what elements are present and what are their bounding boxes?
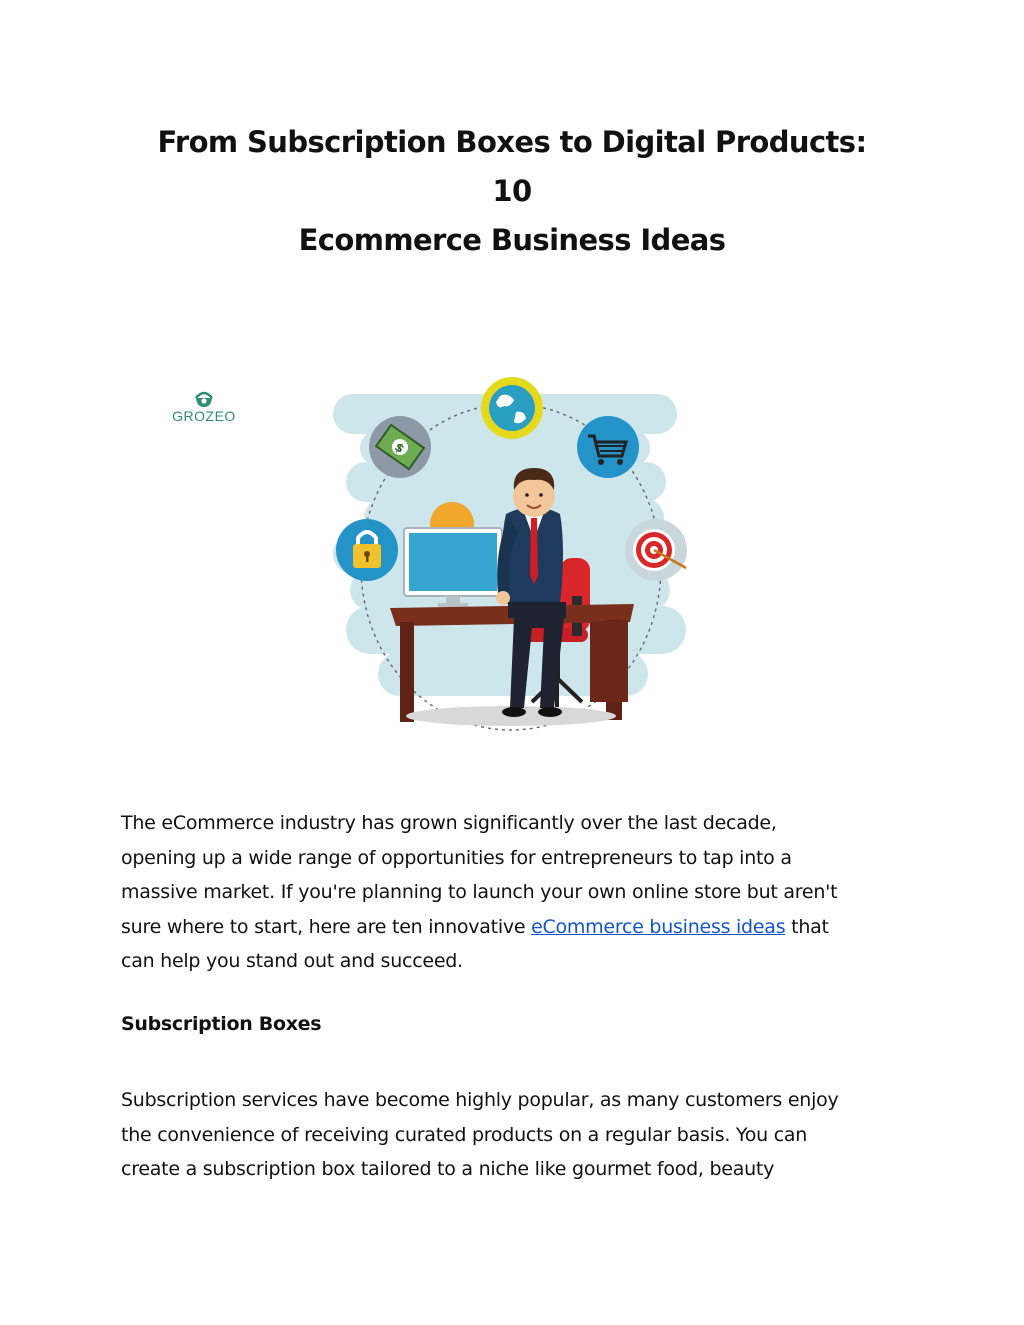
ecommerce-business-ideas-link[interactable]: eCommerce business ideas <box>531 915 786 938</box>
grozeo-logo <box>168 388 240 428</box>
subscription-line-1: Subscription services have become highly popular, as many customers enjoy <box>121 1089 839 1111</box>
subscription-paragraph <box>121 1083 911 1187</box>
intro-line-4-end: that <box>785 915 829 938</box>
monitor <box>404 528 502 607</box>
money-icon <box>369 416 431 478</box>
intro-paragraph <box>121 806 911 979</box>
intro-line-3: massive market. If you're planning to launch your own online store but aren't <box>121 881 838 904</box>
subscription-line-3: create a subscription box tailored to a niche like gourmet food, beauty <box>121 1158 775 1181</box>
shopping-cart-icon <box>577 416 639 478</box>
section-heading-subscription-boxes: Subscription Boxes <box>121 1013 322 1035</box>
intro-line-4-start: sure where to start, here are ten innovative <box>121 915 532 938</box>
title-line-1: From Subscription Boxes to Digital Products: 10 <box>157 125 867 208</box>
logo-text: GROZEO <box>172 408 236 424</box>
intro-line-1: The eCommerce industry has grown significantly over the last decade, <box>121 812 777 834</box>
subscription-line-2: the convenience of receiving curated products on a regular basis. You can <box>121 1123 808 1146</box>
lock-icon <box>336 519 398 581</box>
basket-icon <box>168 388 240 410</box>
svg-text:$: $ <box>391 439 407 456</box>
intro-line-4 <box>121 910 911 945</box>
globe-icon <box>481 377 543 439</box>
intro-line-2: opening up a wide range of opportunities for entrepreneurs to tap into a <box>121 846 792 869</box>
page-title <box>150 118 874 265</box>
title-line-2: Ecommerce Business Ideas <box>298 223 726 257</box>
ecommerce-illustration <box>328 372 698 732</box>
target-icon <box>625 519 687 581</box>
intro-line-5: can help you stand out and succeed. <box>121 950 463 973</box>
